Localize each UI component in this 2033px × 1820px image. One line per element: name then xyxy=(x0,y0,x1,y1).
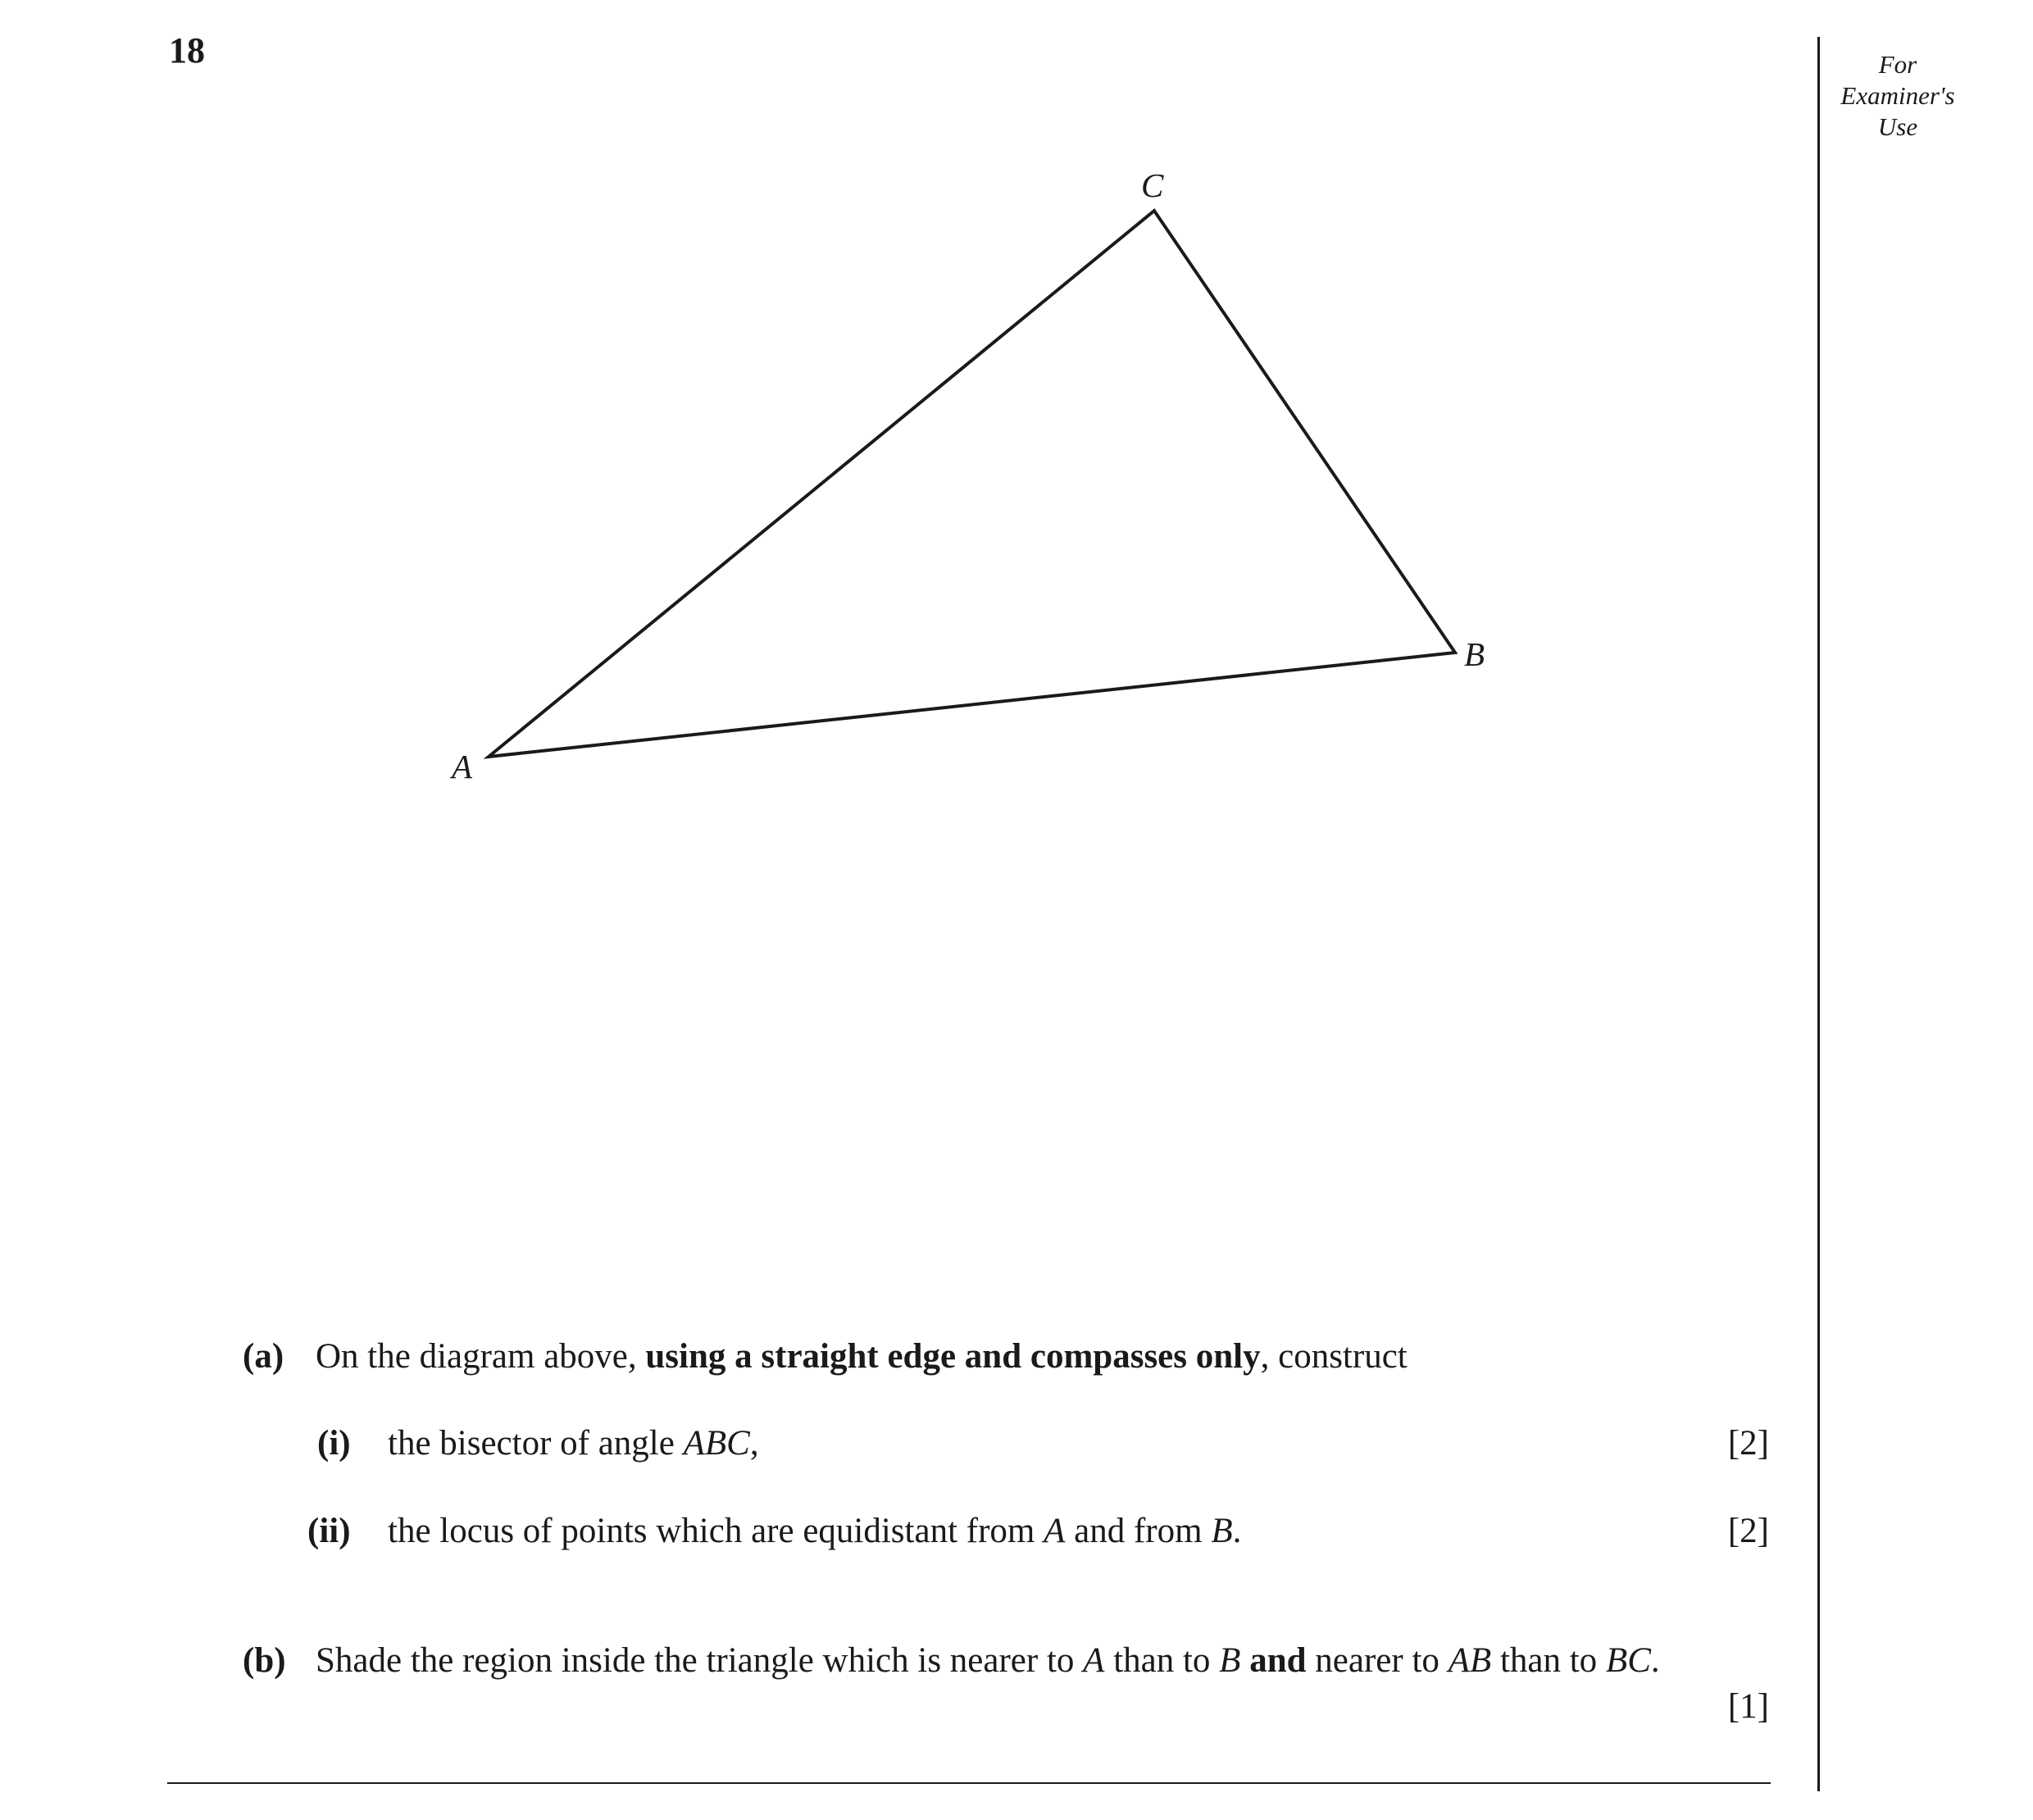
part-b-marks: [1] xyxy=(1727,1687,1769,1726)
examiner-margin-rule xyxy=(1817,37,1820,1791)
part-a-ii-marks: [2] xyxy=(1727,1512,1769,1550)
examiner-line-3: Use xyxy=(1877,112,1918,141)
part-b-text xyxy=(316,1640,1660,1681)
part-a-i-marks: [2] xyxy=(1727,1424,1769,1463)
part-b-text-3: nearer to xyxy=(1306,1641,1449,1680)
examiner-line-2: Examiner's xyxy=(1840,81,1955,110)
part-a-intro-text: On the diagram above, xyxy=(316,1337,646,1376)
part-a-ii-text xyxy=(388,1511,1241,1551)
part-a-intro-end: , construct xyxy=(1260,1337,1408,1376)
angle-name: ABC xyxy=(683,1424,750,1463)
part-b-text-5: . xyxy=(1650,1641,1660,1680)
page-number: 18 xyxy=(169,30,205,71)
triangle-diagram xyxy=(0,0,1803,820)
part-a-i-text-start: the bisector of angle xyxy=(388,1424,684,1463)
point-a: A xyxy=(1083,1641,1105,1680)
line-bc: BC xyxy=(1605,1641,1651,1680)
part-a-intro xyxy=(316,1336,1408,1376)
vertex-label-b: B xyxy=(1464,635,1485,673)
part-b-text-1: Shade the region inside the triangle which is nearer to xyxy=(316,1641,1084,1680)
part-a-i-text-end: , xyxy=(749,1424,759,1463)
point-a: A xyxy=(1044,1512,1066,1550)
part-b-text-4: than to xyxy=(1491,1641,1606,1680)
part-b-label: (b) xyxy=(243,1641,286,1680)
part-a-intro-emphasis: using a straight edge and compasses only xyxy=(645,1337,1261,1376)
examiner-use-box xyxy=(1832,49,1963,143)
vertex-label-c: C xyxy=(1141,166,1164,204)
vertex-label-a: A xyxy=(452,748,473,785)
part-a-ii-text-2: and from xyxy=(1065,1512,1212,1550)
part-b-and: and xyxy=(1240,1641,1307,1680)
bottom-rule xyxy=(167,1782,1771,1784)
part-a-ii-label: (ii) xyxy=(307,1512,351,1550)
part-a-ii-text-3: . xyxy=(1232,1512,1242,1550)
examiner-line-1: For xyxy=(1878,50,1917,79)
line-ab: AB xyxy=(1448,1641,1492,1680)
part-a-i-text xyxy=(388,1423,759,1463)
point-b: B xyxy=(1219,1641,1241,1680)
part-a-label: (a) xyxy=(243,1337,284,1376)
triangle-abc xyxy=(489,211,1455,757)
part-a-ii-text-1: the locus of points which are equidistant from xyxy=(388,1512,1044,1550)
part-a-i-label: (i) xyxy=(317,1424,351,1463)
part-b-text-2: than to xyxy=(1104,1641,1220,1680)
point-b: B xyxy=(1211,1512,1233,1550)
